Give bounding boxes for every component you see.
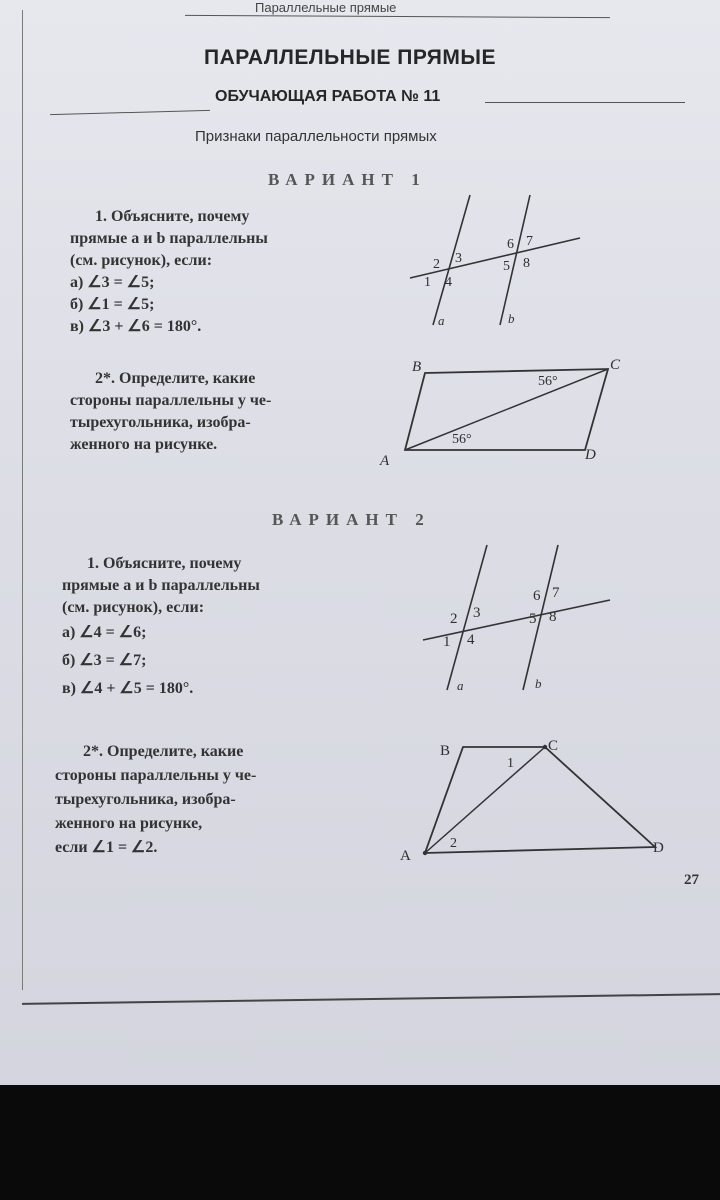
task-line: тырехугольника, изобра-: [55, 791, 236, 808]
variant-2-heading: ВАРИАНТ 2: [272, 510, 431, 529]
angle-1: 1: [443, 634, 451, 650]
angle-6: 6: [533, 588, 541, 604]
variant-1-heading: ВАРИАНТ 1: [268, 170, 427, 189]
angle-7: 7: [526, 234, 533, 249]
task-line: женного на рисунке.: [70, 436, 218, 453]
task-line: прямые a и b параллельны: [70, 230, 268, 247]
vertex-C: C: [548, 738, 559, 754]
angle-8: 8: [523, 256, 530, 271]
running-header: Параллельные прямые: [255, 0, 397, 15]
angle-5: 5: [529, 611, 537, 627]
vertex-C: C: [610, 357, 621, 373]
variant-2-parallel-lines-figure: [415, 540, 615, 695]
angle-2: 2: [450, 836, 457, 851]
angle-5: 5: [503, 259, 510, 274]
angle-2: 2: [433, 257, 440, 272]
page-number: 27: [684, 872, 699, 888]
angle-2: 2: [450, 611, 458, 627]
angle-6: 6: [507, 237, 514, 252]
angle-56-top: 56°: [538, 374, 558, 389]
task-line: (см. рисунок), если:: [62, 599, 205, 616]
task-line: (см. рисунок), если:: [70, 252, 213, 269]
task-option: в) ∠3 + ∠6 = 180°.: [70, 318, 202, 335]
section-subtitle: Признаки параллельности прямых: [195, 128, 437, 145]
variant-1-quadrilateral-figure: [370, 355, 640, 470]
page-title: ПАРАЛЛЕЛЬНЫЕ ПРЯМЫЕ: [204, 46, 496, 69]
task-option: б) ∠3 = ∠7;: [62, 652, 147, 669]
header-rule: [185, 15, 610, 18]
variant-1-task-1: [70, 206, 268, 338]
angle-7: 7: [552, 585, 560, 601]
page-bottom-edge: [22, 993, 720, 1005]
task-line: 1. Объясните, почему: [87, 555, 242, 572]
task-option: а) ∠3 = ∠5;: [70, 274, 155, 291]
task-line: женного на рисунке,: [55, 815, 203, 832]
angle-3: 3: [473, 605, 481, 621]
variant-1-parallel-lines-figure: [400, 190, 590, 330]
vertex-A: A: [380, 453, 390, 469]
task-line: стороны параллельны у че-: [70, 392, 272, 409]
work-rule-left: [50, 110, 210, 115]
angle-8: 8: [549, 609, 557, 625]
angle-4: 4: [467, 632, 475, 648]
line-b-label: b: [535, 676, 542, 691]
page-edge-line: [22, 10, 23, 990]
work-title: ОБУЧАЮЩАЯ РАБОТА № 11: [215, 88, 441, 105]
task-line: тырехугольника, изобра-: [70, 414, 251, 431]
angle-1: 1: [507, 756, 514, 771]
angle-3: 3: [455, 251, 462, 266]
task-line: прямые a и b параллельны: [62, 577, 260, 594]
vertex-D: D: [585, 447, 596, 463]
variant-2-trapezoid-figure: [395, 735, 685, 865]
task-option: в) ∠4 + ∠5 = 180°.: [62, 680, 194, 697]
task-line: 1. Объясните, почему: [95, 208, 250, 225]
line-a-label: a: [438, 313, 445, 328]
vertex-B: B: [440, 743, 451, 759]
variant-2-task-1: [62, 553, 260, 703]
angle-56-bottom: 56°: [452, 432, 472, 447]
line-b-label: b: [508, 311, 515, 326]
task-line: стороны параллельны у че-: [55, 767, 257, 784]
work-rule-right: [485, 102, 685, 103]
vertex-D: D: [653, 840, 664, 856]
line-a-label: a: [457, 678, 464, 693]
task-line: 2*. Определите, какие: [95, 370, 256, 387]
vertex-B: B: [412, 359, 422, 375]
variant-2-task-2: [55, 740, 256, 860]
angle-1: 1: [424, 275, 431, 290]
task-option: б) ∠1 = ∠5;: [70, 296, 155, 313]
vertex-A: A: [400, 848, 411, 864]
task-option: а) ∠4 = ∠6;: [62, 624, 147, 641]
task-line: 2*. Определите, какие: [83, 743, 244, 760]
angle-4: 4: [445, 275, 452, 290]
task-line: если ∠1 = ∠2.: [55, 839, 158, 856]
variant-1-task-2: [70, 368, 271, 456]
